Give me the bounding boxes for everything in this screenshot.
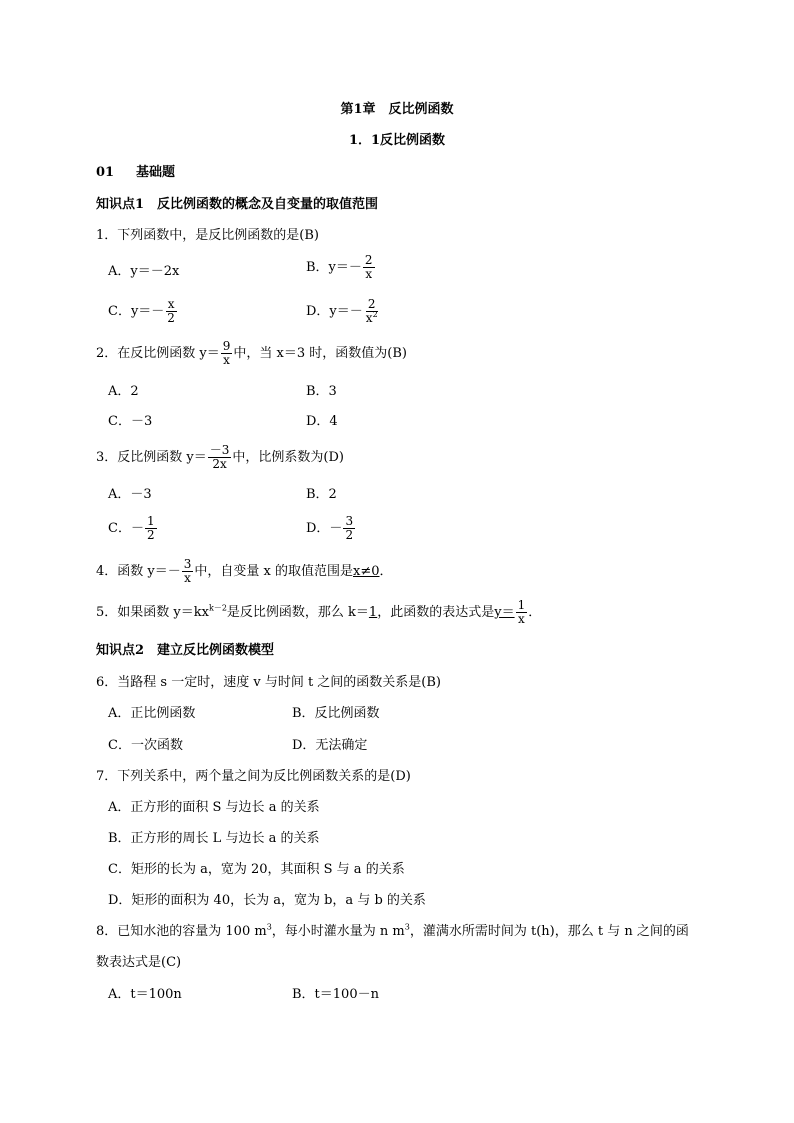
question-7-option-d: D．矩形的面积为 40，长为 a，宽为 b，a 与 b 的关系 bbox=[108, 893, 426, 908]
question-1-option-d: D．y＝－ $\frac{2}{x^2}$ bbox=[306, 297, 378, 325]
question-1-option-c: C．y＝－ $\frac{x}{2}$ bbox=[108, 297, 175, 325]
question-1-option-a: A．y＝－2x bbox=[108, 264, 180, 279]
question-6-option-a: A．正比例函数 bbox=[108, 706, 196, 721]
question-7-option-a: A．正方形的面积 S 与边长 a 的关系 bbox=[108, 800, 320, 815]
question-7-option-b: B．正方形的周长 L 与边长 a 的关系 bbox=[108, 831, 320, 846]
section-title: 1．1反比例函数 bbox=[348, 133, 446, 148]
question-6-option-d: D．无法确定 bbox=[292, 738, 368, 753]
question-3-stem: 3．反比例函数 y＝ $\frac{-3}{2x}$ 中，比例系数为(D) bbox=[96, 443, 344, 471]
question-7-option-c: C．矩形的长为 a，宽为 20，其面积 S 与 a 的关系 bbox=[108, 862, 405, 877]
question-2-option-a: A．2 bbox=[108, 384, 139, 399]
question-2-option-c: C．－3 bbox=[108, 414, 153, 429]
level-number: 01 bbox=[96, 165, 115, 180]
question-2-option-b: B．3 bbox=[306, 384, 337, 399]
question-3-option-d: D．－ $\frac{3}{2}$ bbox=[306, 514, 354, 542]
question-6-stem: 6．当路程 s 一定时，速度 v 与时间 t 之间的函数关系是(B) bbox=[96, 675, 442, 690]
question-3-option-c: C．－ $\frac{1}{2}$ bbox=[108, 514, 155, 542]
question-5: 5．如果函数 $y=kx^{k-2}$是反比例函数，那么 k＝1，此函数的表达式是y＝ $\frac{1}{x}$ ． bbox=[96, 598, 542, 626]
question-5-expr-answer: y＝ $\frac{1}{x}$ bbox=[494, 598, 526, 626]
question-1-option-b: B．y＝－ $\frac{2}{x}$ bbox=[306, 253, 373, 281]
knowledge-point-1: 知识点1 反比例函数的概念及自变量的取值范围 bbox=[96, 197, 379, 212]
question-8-option-a: A．t＝100n bbox=[108, 987, 182, 1002]
question-1-stem: 1．下列函数中，是反比例函数的是(B) bbox=[96, 228, 319, 243]
question-2-option-d: D．4 bbox=[306, 414, 338, 429]
chapter-title: 第1章 反比例函数 bbox=[340, 102, 454, 117]
question-2-stem: 2．在反比例函数 y＝ $\frac{9}{x}$ 中，当 x＝3 时，函数值为(B) bbox=[96, 339, 407, 367]
question-3-option-a: A．－3 bbox=[108, 487, 152, 502]
question-6-option-c: C．一次函数 bbox=[108, 738, 183, 753]
question-8-option-b: B．t＝100－n bbox=[292, 987, 379, 1002]
question-3-option-b: B．2 bbox=[306, 487, 337, 502]
question-7-stem: 7．下列关系中，两个量之间为反比例函数关系的是(D) bbox=[96, 769, 411, 784]
question-6-option-b: B．反比例函数 bbox=[292, 706, 380, 721]
level-label: 基础题 bbox=[136, 165, 176, 180]
question-5-k-answer: 1 bbox=[368, 605, 378, 620]
question-4: 4．函数 y＝－ $\frac{3}{x}$ 中，自变量 x 的取值范围是x≠0． bbox=[96, 557, 393, 585]
question-8-line-2: 数表达式是(C) bbox=[96, 955, 182, 970]
knowledge-point-2: 知识点2 建立反比例函数模型 bbox=[96, 643, 275, 658]
question-8-line-1: 8．已知水池的容量为 100 $m^3$，每小时灌水量为 n $m^3$，灌满水所需时间为 t(h)，那么 t 与 n 之间的函 bbox=[96, 922, 689, 939]
question-4-answer: x≠0 bbox=[353, 564, 380, 579]
